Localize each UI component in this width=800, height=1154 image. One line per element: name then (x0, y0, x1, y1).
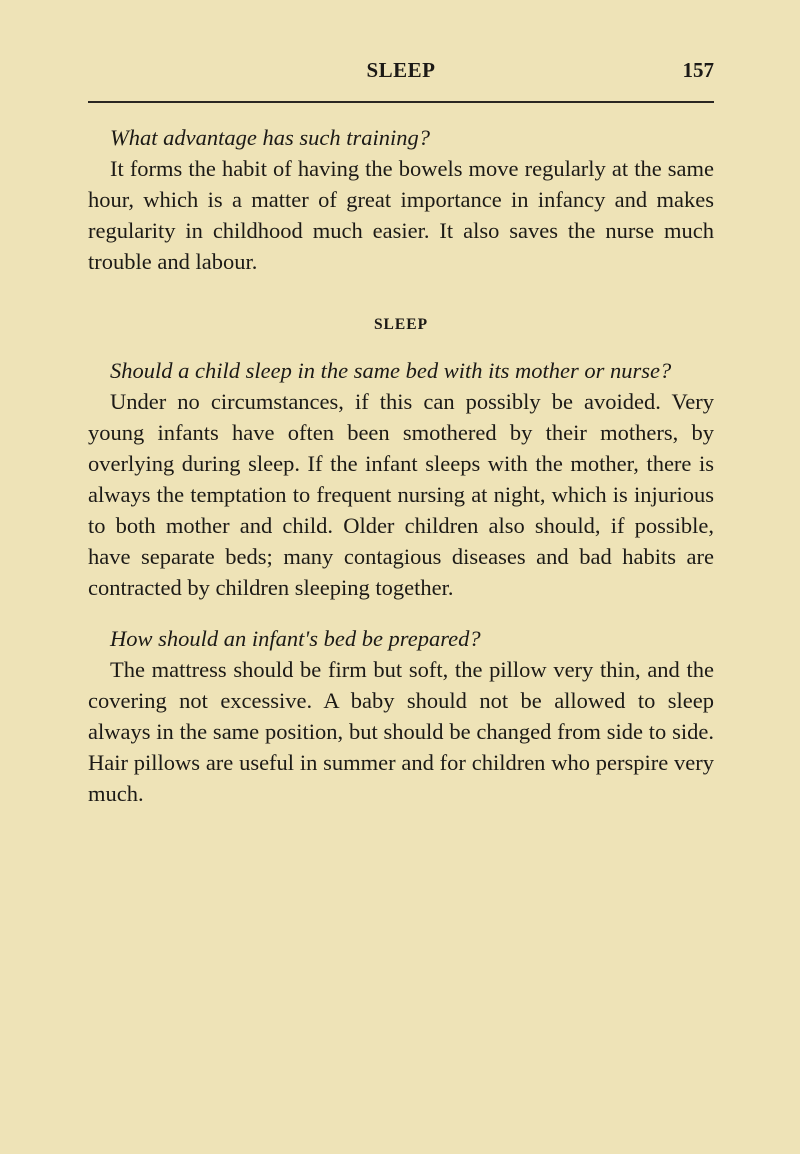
header-rule (88, 101, 714, 103)
section-heading-sleep: SLEEP (373, 316, 429, 333)
question-bed-preparation: How should an infant's bed be prepared? (110, 626, 481, 651)
page-body (88, 122, 714, 809)
answer-training-advantage: It forms the habit of having the bowels move regularly at the same hour, which is a matter of great importance in infancy and makes regularity in childhood much easier. It also saves the nurse much trouble and labour. (88, 156, 714, 274)
answer-bed-preparation: The mattress should be firm but soft, the pillow very thin, and the covering not excessive. A baby should not be allowed to sleep always in the same position, but should be changed from side to side. Hair pillows are useful in summer and for children who perspire very much. (88, 657, 714, 806)
page-number: 157 (682, 58, 714, 82)
answer-shared-bed: Under no circumstances, if this can possibly be avoided. Very young infants have often been smothered by their mothers, by overlying during sleep. If the infant sleeps with the mother, there is always the temptation to frequent nursing at night, which is injurious to both mother and child. Older children also should, if possible, have separate beds; many contagious diseases and bad habits are contracted by children sleeping together. (88, 389, 714, 600)
question-shared-bed: Should a child sleep in the same bed with its mother or nurse? (110, 358, 672, 383)
running-title: SLEEP (366, 58, 436, 82)
paragraph-gap (88, 603, 714, 623)
question-training-advantage: What advantage has such training? (110, 125, 430, 150)
running-head (88, 58, 714, 88)
